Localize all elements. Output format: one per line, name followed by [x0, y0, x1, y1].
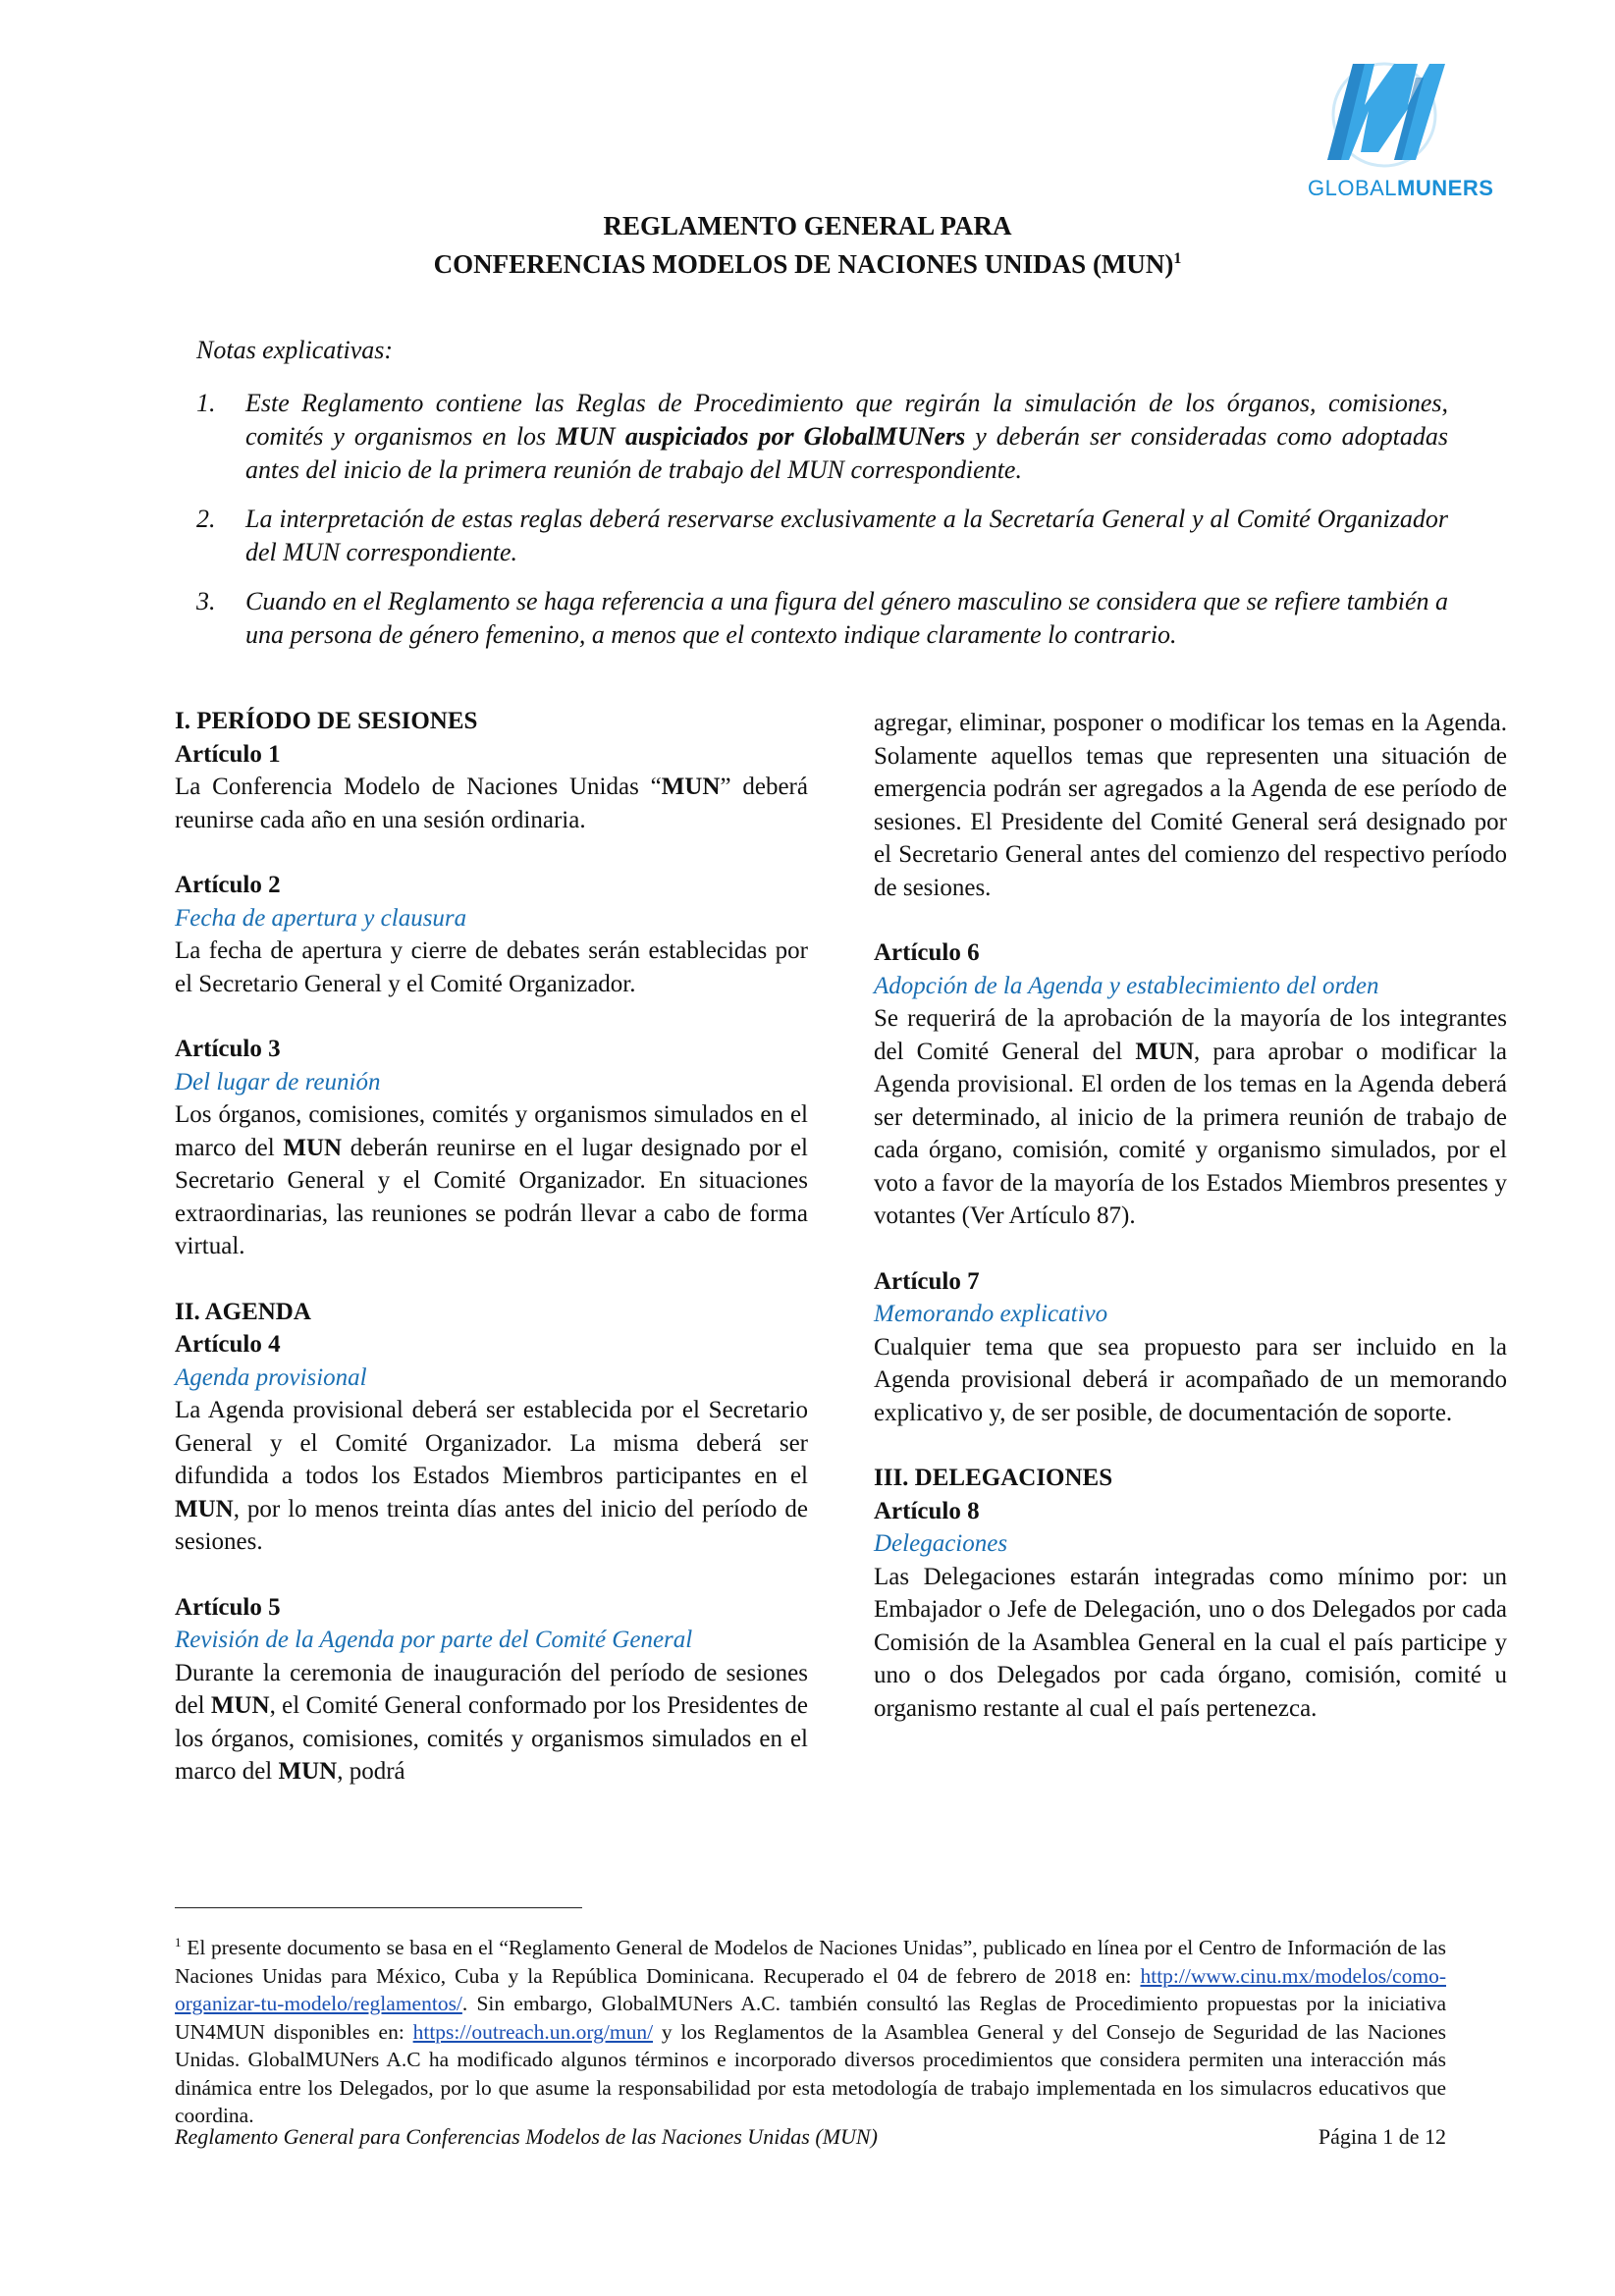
note-number: 2. — [196, 505, 216, 533]
body-bold: MUN — [283, 1134, 343, 1161]
body-text: Los órganos, comisiones, comités y organismos simulados en el marco del — [175, 1101, 808, 1161]
footnote-text: . Sin embargo, GlobalMUNers A.C. también consultó las Reglas de Procedimiento propuestas por la iniciativa UN4MUN disponibles en: — [175, 1992, 1446, 2044]
footnote-text: El presente documento se basa en el “Reglamento General de Modelos de Naciones Unidas”, publicado en línea por el Centro de Información de las Naciones Unidas para México, Cuba y la República Dominicana. Recuperado el 04 de febrero de 2018 en: — [175, 1936, 1446, 1988]
globalmuners-m-icon — [1314, 54, 1451, 172]
section-heading: III. DELEGACIONES — [874, 1465, 1113, 1491]
note-text: La interpretación de estas reglas deberá reservarse exclusivamente a la Secretaría General y al Comité Organizador del MUN correspondiente. — [245, 505, 1448, 566]
footer-document-name: Reglamento General para Conferencias Modelos de las Naciones Unidas (MUN) — [175, 2124, 878, 2149]
article-2 — [175, 869, 808, 1000]
body-bold: MUN — [210, 1692, 270, 1719]
body-bold: MUN — [661, 774, 721, 800]
footnote-mark: 1 — [175, 1935, 182, 1949]
article-body: Cualquier tema que sea propuesto para ser incluido en la Agenda provisional deberá ir acompañado de un memorando explicativo y, de ser posible, de documentación de soporte. — [874, 1333, 1507, 1426]
left-column — [175, 705, 808, 1789]
note-text: Este Reglamento contiene las Reglas de Procedimiento que regirán la simulación de los órganos, comisiones, comités y organismos en los — [245, 389, 1448, 451]
article-body — [175, 771, 808, 836]
article-subtitle: Memorando explicativo — [874, 1301, 1108, 1327]
notes-heading: Notas explicativas: — [196, 336, 394, 364]
article-body: La fecha de apertura y cierre de debates serán establecidas por el Secretario General y el Comité Organizador. — [175, 937, 808, 997]
article-title: Artículo 5 — [175, 1593, 281, 1621]
body-bold: MUN — [175, 1495, 234, 1522]
note-number: 3. — [196, 587, 216, 615]
article-body — [874, 1002, 1507, 1233]
article-title: Artículo 1 — [175, 740, 281, 768]
footnote-separator — [175, 1907, 582, 1908]
article-subtitle: Delegaciones — [874, 1530, 1008, 1557]
note-bold: auspiciados por GlobalMUNers — [624, 422, 966, 451]
body-text: , por lo menos treinta días antes del inicio del período de sesiones. — [175, 1495, 808, 1555]
article-subtitle: Fecha de apertura y clausura — [175, 904, 467, 932]
body-text: La Agenda provisional deberá ser establecida por el Secretario General y el Comité Organizador. La misma deberá ser difundida a todos los Estados Miembros participantes en el — [175, 1397, 808, 1489]
article-title: Artículo 7 — [874, 1267, 980, 1295]
note-text — [616, 422, 625, 451]
title-line2: CONFERENCIAS MODELOS DE NACIONES UNIDAS (MUN) — [433, 249, 1174, 279]
note-item — [196, 387, 1448, 487]
article-5 — [175, 1591, 808, 1789]
globalmuners-logo — [1294, 54, 1494, 211]
body-text: , podrá — [337, 1758, 405, 1785]
article-5-continued — [874, 707, 1507, 904]
body-text: ” deberá reunirse cada año en una sesión ordinaria. — [175, 774, 808, 833]
article-subtitle: Agenda provisional — [175, 1363, 367, 1391]
article-body: Las Delegaciones estarán integradas como mínimo por: un Embajador o Jefe de Delegación, uno o dos Delegados por cada Comisión de la Asamblea General en la cual el país participe y uno o dos Delegados por cada órgano, comisión, comité u organismo restante al cual el país pertenezca. — [874, 1563, 1507, 1722]
article-subtitle: Del lugar de reunión — [175, 1068, 381, 1095]
note-item — [196, 503, 1448, 569]
note-number: 1. — [196, 389, 216, 417]
title-footnote-mark: 1 — [1173, 250, 1182, 267]
article-title: Artículo 8 — [874, 1497, 980, 1524]
article-3 — [175, 1033, 808, 1263]
footnote-text: y los Reglamentos de la Asamblea General y del Consejo de Seguridad de las Naciones Unidas. GlobalMUNers A.C ha modificado algunos términos e incorporado diversos procedimientos que considera permiten una interacción más dinámica entre los Delegados, por lo que asume la responsabilidad por esta metodología de trabajo implementada en los simulacros educativos que coordina. — [175, 2019, 1446, 2128]
article-title: Artículo 3 — [175, 1036, 281, 1062]
note-item — [196, 585, 1448, 652]
footnote — [175, 1929, 1446, 2130]
document-title — [0, 210, 1615, 281]
note-text: y deberán ser consideradas como adoptadas antes del inicio de la primera reunión de trabajo del MUN correspondiente. — [245, 422, 1448, 484]
logo-brand-part1: GLOBAL — [1308, 176, 1398, 200]
article-subtitle: Adopción de la Agenda y establecimiento del orden — [874, 972, 1379, 999]
section-heading: I. PERÍODO DE SESIONES — [175, 708, 478, 734]
body-text: Se requerirá de la aprobación de la mayoría de los integrantes del Comité General del — [874, 1005, 1507, 1065]
body-text: La Conferencia Modelo de Naciones Unidas “ — [175, 774, 662, 800]
note-bold: MUN — [556, 422, 616, 451]
cinu-link[interactable]: http://www.cinu.mx/modelos/como-organizar-tu-modelo/reglamentos/ — [175, 1963, 1446, 2016]
article-4 — [175, 1328, 808, 1559]
article-body: agregar, eliminar, posponer o modificar los temas en la Agenda. Solamente aquellos temas que representen una situación de emergencia podrán ser agregados a la Agenda de ese período de sesiones. El Presidente del Comité General será designado por el Secretario General antes del comienzo del respectivo período de sesiones. — [874, 710, 1507, 901]
article-title: Artículo 4 — [175, 1331, 281, 1358]
logo-brand-part2: MUNERS — [1397, 176, 1494, 200]
outreach-link[interactable]: https://outreach.un.org/mun/ — [412, 2019, 654, 2044]
article-1 — [175, 738, 808, 837]
section-heading: II. AGENDA — [175, 1298, 311, 1325]
body-bold: MUN — [278, 1758, 338, 1785]
body-text: deberán reunirse en el lugar designado por el Secretario General y el Comité Organizador. En situaciones extraordinarias, las reuniones se podrán llevar a cabo de forma virtual. — [175, 1134, 808, 1259]
article-title: Artículo 2 — [175, 872, 281, 898]
explanatory-notes — [196, 334, 1448, 667]
body-text: , para aprobar o modificar la Agenda provisional. El orden de los temas en la Agenda deberá ser determinado, al inicio de la primera reunión de trabajo de cada órgano, comisión, comité y organismo simulados, por el voto a favor de la mayoría de los Estados Miembros presentes y votantes (Ver Artículo 87). — [874, 1038, 1507, 1229]
article-6 — [874, 936, 1507, 1233]
title-line1: REGLAMENTO GENERAL PARA — [603, 211, 1012, 240]
body-bold: MUN — [1135, 1038, 1195, 1065]
body-text: , el Comité General conformado por los Presidentes de los órganos, comisiones, comités y organismos simulados en el marco del — [175, 1692, 808, 1785]
footer-page-number: Página 1 de 12 — [1318, 2124, 1446, 2149]
article-title: Artículo 6 — [874, 939, 980, 966]
article-body — [175, 1657, 808, 1789]
article-body — [175, 1394, 808, 1559]
page-footer — [175, 2124, 1446, 2150]
article-body — [175, 1098, 808, 1263]
article-8 — [874, 1495, 1507, 1726]
body-text: Durante la ceremonia de inauguración del período de sesiones del — [175, 1659, 808, 1719]
article-subtitle: Revisión de la Agenda por parte del Comité General — [175, 1627, 693, 1653]
article-7 — [874, 1265, 1507, 1430]
right-column — [874, 707, 1507, 1725]
note-text: Cuando en el Reglamento se haga referencia a una figura del género masculino se considera que se refiere también a una persona de género femenino, a menos que el contexto indique claramente lo contrario. — [245, 587, 1448, 649]
